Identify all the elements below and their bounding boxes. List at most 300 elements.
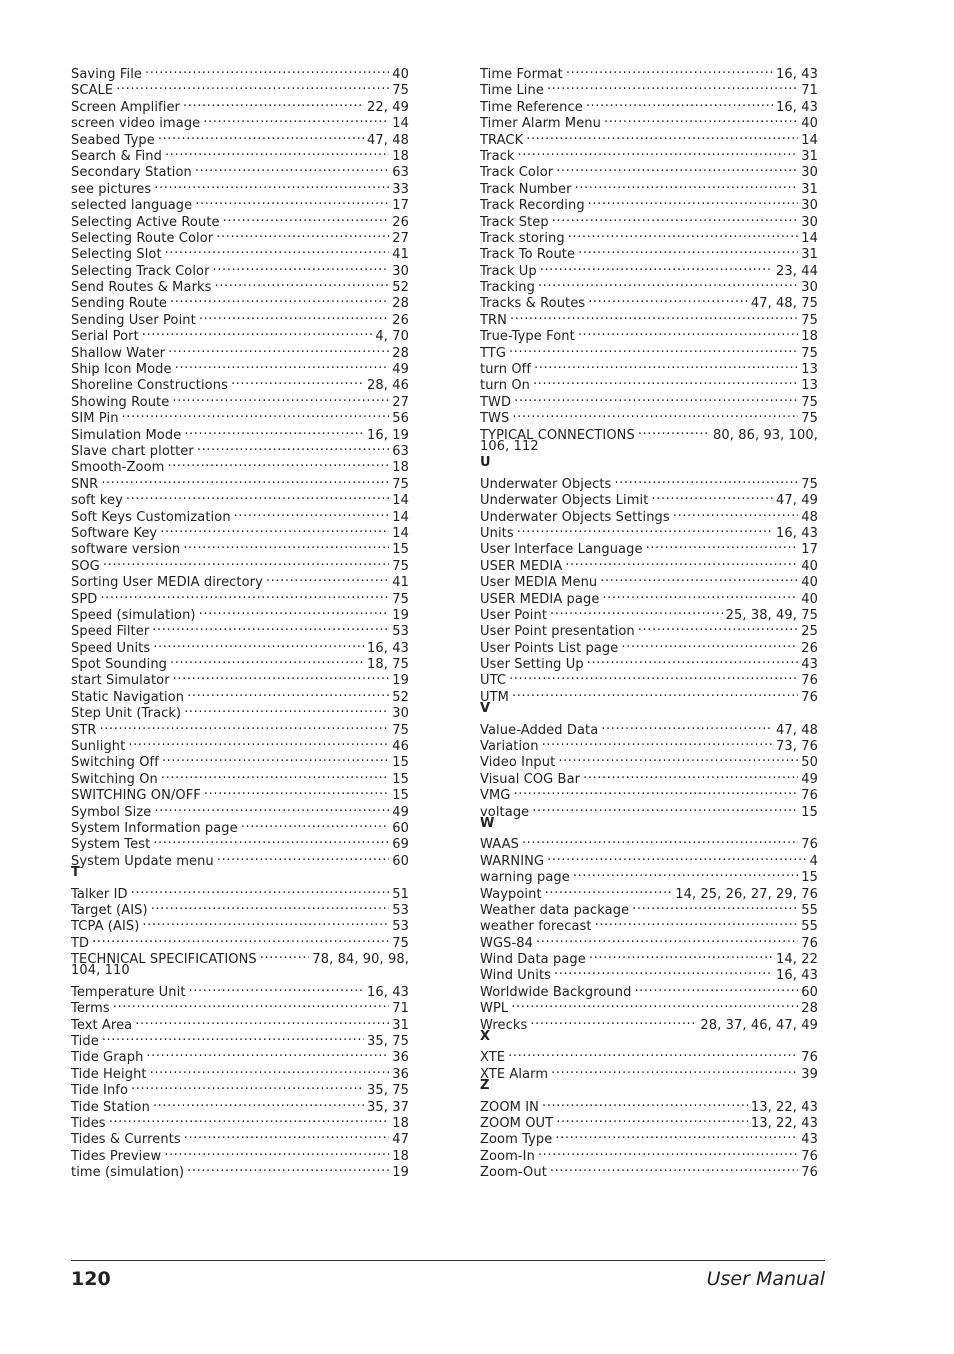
index-page-refs: 73, 76	[776, 739, 818, 755]
index-letter-heading: X	[480, 1029, 491, 1045]
index-term: Track Color	[480, 165, 554, 181]
index-term: Software Key	[71, 525, 158, 541]
index-letter-heading: W	[480, 815, 495, 831]
index-page-refs: 47, 48	[776, 722, 818, 738]
index-entry	[480, 832, 818, 853]
index-term: Symbol Size	[71, 804, 152, 820]
dot-leader	[533, 373, 798, 389]
index-entry	[71, 472, 409, 492]
index-page-refs: 27	[392, 230, 409, 246]
index-term: System Update menu	[71, 853, 214, 869]
index-term: Tracks & Routes	[480, 296, 586, 312]
index-term: Static Navigation	[71, 689, 185, 705]
dot-leader	[511, 996, 798, 1012]
index-page-refs: 25, 38, 49, 75	[725, 607, 818, 623]
index-term: Track Step	[480, 214, 549, 230]
index-entry	[71, 587, 409, 607]
index-term: TD	[71, 935, 90, 951]
index-page-refs: 76	[801, 935, 818, 951]
index-term: STR	[71, 722, 97, 738]
index-term: Zoom-In	[480, 1148, 535, 1164]
dot-leader	[102, 1029, 364, 1045]
index-term: Underwater Objects Settings	[480, 509, 670, 525]
dot-leader	[621, 636, 798, 652]
index-term: System Test	[71, 837, 151, 853]
index-page-refs: 30	[801, 280, 818, 296]
index-term: Text Area	[71, 1017, 133, 1033]
index-term: Tide	[71, 1034, 99, 1050]
index-entry	[480, 1062, 818, 1082]
index-page-refs: 40	[392, 67, 409, 82]
index-entry	[480, 668, 818, 689]
index-entry	[480, 308, 818, 328]
index-page-refs: 75	[392, 722, 409, 738]
dot-leader	[170, 652, 364, 668]
index-page-refs: 30	[392, 263, 409, 279]
index-page-refs: 26	[392, 312, 409, 328]
index-page-refs: 55	[801, 919, 818, 935]
index-entry	[480, 341, 818, 361]
dot-leader	[165, 242, 390, 258]
index-page-refs: 78, 84, 90, 98,	[312, 952, 409, 968]
dot-leader	[573, 865, 798, 881]
index-term: Sorting User MEDIA directory	[71, 575, 263, 591]
index-term: Worldwide Background	[480, 984, 632, 1000]
index-entry	[480, 62, 818, 82]
index-page-refs: 16, 43	[776, 67, 818, 82]
index-page-refs: 30	[801, 214, 818, 230]
dot-leader	[508, 1045, 798, 1061]
dot-leader	[552, 210, 799, 226]
index-page-refs: 75	[801, 476, 818, 492]
index-term: voltage	[480, 804, 530, 820]
dot-leader	[550, 1160, 798, 1176]
index-term: Video Input	[480, 755, 556, 771]
dot-leader	[513, 783, 798, 799]
index-page-refs: 49	[801, 771, 818, 787]
dot-leader	[646, 537, 799, 553]
dot-leader	[142, 324, 373, 340]
index-term: Screen Amplifier	[71, 99, 180, 115]
footer-divider	[71, 1260, 825, 1261]
index-term: Track Recording	[480, 198, 585, 214]
index-term: Seabed Type	[71, 132, 155, 148]
dot-leader	[568, 226, 799, 242]
dot-leader	[184, 423, 364, 439]
index-entry	[480, 390, 818, 410]
index-page-refs: 36	[392, 1050, 409, 1066]
dot-leader	[183, 95, 364, 111]
index-page-refs: 53	[392, 624, 409, 640]
dot-leader	[614, 472, 798, 488]
index-page-refs: 30	[801, 165, 818, 181]
dot-leader	[556, 1111, 748, 1127]
dot-leader	[153, 636, 364, 652]
index-term: Speed Filter	[71, 624, 150, 640]
index-page-refs: 76	[801, 788, 818, 804]
index-page-refs: 47, 48	[367, 132, 409, 148]
index-term: Track Number	[480, 181, 572, 197]
dot-leader	[164, 1144, 389, 1160]
index-term: TTG	[480, 345, 507, 361]
dot-leader	[204, 783, 389, 799]
index-entry	[71, 947, 409, 968]
index-term: TYPICAL CONNECTIONS	[480, 427, 635, 443]
index-term: Underwater Objects	[480, 476, 612, 492]
dot-leader	[512, 685, 798, 701]
dot-leader	[199, 308, 389, 324]
index-term: True-Type Font	[480, 329, 575, 345]
index-entry	[480, 357, 818, 378]
index-term: User Point	[480, 607, 548, 623]
dot-leader	[189, 980, 365, 996]
index-term: TRN	[480, 312, 507, 328]
index-term: time (simulation)	[71, 1165, 185, 1181]
dot-leader	[604, 111, 798, 127]
index-page-refs: 13	[801, 378, 818, 394]
index-term: turn On	[480, 378, 530, 394]
index-page-refs: 13, 22, 43	[750, 1099, 818, 1115]
dot-leader	[173, 668, 390, 684]
dot-leader	[183, 537, 389, 553]
dot-leader	[109, 1111, 390, 1127]
index-term: Serial Port	[71, 329, 139, 345]
index-entry	[71, 62, 409, 82]
index-page-refs: 75	[392, 935, 409, 951]
dot-leader	[187, 1160, 389, 1176]
index-page-refs: 19	[392, 1165, 409, 1181]
index-page-refs: 52	[392, 280, 409, 296]
dot-leader	[540, 259, 773, 275]
index-page-refs: 4	[809, 853, 818, 869]
index-entry	[480, 849, 818, 869]
index-entry	[71, 95, 409, 115]
dot-leader	[168, 341, 389, 357]
dot-leader	[153, 1095, 364, 1111]
index-term: TWD	[480, 394, 512, 410]
index-page-refs: 52	[392, 689, 409, 705]
dot-leader	[509, 668, 798, 684]
index-term: User Interface Language	[480, 542, 643, 558]
index-term: Temperature Unit	[71, 984, 186, 1000]
index-entry	[71, 423, 409, 443]
index-page-refs: 19	[392, 673, 409, 689]
index-page-refs: 80, 86, 93, 100,	[713, 427, 818, 443]
index-entry	[480, 685, 818, 705]
dot-leader	[158, 128, 364, 144]
dot-leader	[532, 800, 798, 816]
dot-leader	[199, 603, 390, 619]
index-entry	[480, 1013, 818, 1033]
index-page-refs: 75	[801, 394, 818, 410]
index-term: Wrecks	[480, 1017, 528, 1033]
index-term: Tides & Currents	[71, 1132, 181, 1148]
dot-leader	[595, 914, 799, 930]
index-page-refs: 19	[392, 607, 409, 623]
index-page-refs: 60	[801, 984, 818, 1000]
dot-leader	[632, 898, 798, 914]
index-term: SIM Pin	[71, 411, 119, 427]
index-term: XTE	[480, 1050, 506, 1066]
index-term: Zoom Type	[480, 1132, 553, 1148]
dot-leader	[518, 144, 799, 160]
index-term: Track Up	[480, 263, 537, 279]
index-entry	[71, 78, 409, 99]
index-term: UTC	[480, 673, 507, 689]
index-page-refs: 17	[801, 542, 818, 558]
index-term: ZOOM IN	[480, 1099, 539, 1115]
index-page-refs: 14	[392, 493, 409, 509]
index-page-refs: 43	[801, 657, 818, 673]
dot-leader	[231, 373, 364, 389]
index-page-refs: 18	[392, 1148, 409, 1164]
index-entry	[480, 1045, 818, 1066]
index-term: Variation	[480, 739, 539, 755]
index-term: Waypoint	[480, 886, 542, 902]
dot-leader	[578, 242, 798, 258]
index-entry	[480, 324, 818, 345]
index-page-refs: 14	[392, 525, 409, 541]
index-entry	[480, 144, 818, 164]
dot-leader	[260, 947, 310, 963]
index-entry	[71, 603, 409, 623]
index-term: Time Line	[480, 83, 544, 99]
index-page-refs: 47, 48, 75	[750, 296, 818, 312]
dot-leader	[103, 554, 389, 570]
index-entry	[71, 931, 409, 951]
index-letter-heading: T	[71, 865, 80, 881]
index-term: Simulation Mode	[71, 427, 182, 443]
index-letter-heading: V	[480, 701, 491, 717]
index-page-refs: 15	[801, 804, 818, 820]
dot-leader	[195, 193, 389, 209]
dot-leader	[509, 341, 798, 357]
index-page-refs: 47	[392, 1132, 409, 1148]
index-term: Track storing	[480, 230, 565, 246]
dot-leader	[583, 767, 798, 783]
dot-leader	[135, 1013, 389, 1029]
index-term: Tide Graph	[71, 1050, 144, 1066]
index-entry	[71, 718, 409, 738]
dot-leader	[175, 357, 390, 373]
index-term: WGS-84	[480, 935, 534, 951]
dot-leader	[223, 210, 390, 226]
dot-leader	[550, 603, 723, 619]
dot-leader	[234, 505, 390, 521]
index-page-refs: 35, 75	[367, 1034, 409, 1050]
index-letter-heading: U	[480, 455, 491, 471]
index-entry	[71, 734, 409, 755]
index-term: WAAS	[480, 837, 519, 853]
index-term: TWS	[480, 411, 510, 427]
index-term: Switching Off	[71, 755, 159, 771]
dot-leader	[152, 619, 389, 635]
index-page-refs: 15	[801, 870, 818, 886]
index-term: Zoom-Out	[480, 1165, 547, 1181]
index-page-refs: 33	[392, 181, 409, 197]
index-term: VMG	[480, 788, 511, 804]
dot-leader	[510, 308, 798, 324]
index-term: Talker ID	[71, 886, 128, 902]
index-page-refs: 76	[801, 837, 818, 853]
index-entry	[71, 1029, 409, 1050]
index-term: Secondary Station	[71, 165, 192, 181]
dot-leader	[545, 882, 673, 898]
index-page-refs: 16, 43	[776, 99, 818, 115]
index-term: Selecting Route Color	[71, 230, 214, 246]
index-page-refs: 76	[801, 1148, 818, 1164]
index-page-refs: 15	[392, 788, 409, 804]
dot-leader	[588, 193, 799, 209]
dot-leader	[651, 488, 773, 504]
index-page-refs: 30	[392, 706, 409, 722]
index-entry	[71, 1111, 409, 1131]
dot-leader	[542, 734, 773, 750]
index-page-refs: 28	[392, 296, 409, 312]
index-entry	[71, 570, 409, 591]
index-term: weather forecast	[480, 919, 592, 935]
index-page-refs-continued: 106, 112	[480, 438, 539, 454]
index-page-refs: 28, 46	[367, 378, 409, 394]
index-term: Tide Station	[71, 1099, 150, 1115]
index-term: USER MEDIA page	[480, 591, 600, 607]
dot-leader	[126, 488, 389, 504]
dot-leader	[131, 1078, 364, 1094]
index-term: Sunlight	[71, 739, 126, 755]
dot-leader	[128, 734, 389, 750]
index-page-refs: 48	[801, 509, 818, 525]
index-entry	[71, 882, 409, 902]
index-page-refs: 14, 25, 26, 27, 29, 76	[675, 886, 818, 902]
index-term: Search & Find	[71, 148, 162, 164]
index-page-refs: 17	[392, 198, 409, 214]
index-term: Ship Icon Mode	[71, 362, 172, 378]
index-term: Units	[480, 525, 514, 541]
dot-leader	[514, 390, 798, 406]
index-entry	[480, 521, 818, 541]
index-page-refs: 23, 44	[776, 263, 818, 279]
index-term: Speed (simulation)	[71, 607, 196, 623]
index-term: Shoreline Constructions	[71, 378, 228, 394]
index-page-refs: 31	[801, 181, 818, 197]
index-term: Tracking	[480, 280, 535, 296]
index-page-refs: 30	[801, 198, 818, 214]
index-entry	[71, 554, 409, 574]
index-entry	[480, 406, 818, 427]
index-page-refs: 50	[801, 755, 818, 771]
index-term: Tide Info	[71, 1083, 129, 1099]
index-page-refs: 18	[801, 329, 818, 345]
dot-leader	[578, 324, 798, 340]
index-term: screen video image	[71, 116, 201, 132]
index-page-refs: 16, 43	[367, 640, 409, 656]
dot-leader	[122, 406, 390, 422]
index-page-refs: 39	[801, 1066, 818, 1082]
dot-leader	[172, 390, 389, 406]
index-term: Slave chart plotter	[71, 443, 194, 459]
index-page-refs: 71	[392, 1001, 409, 1017]
dot-leader	[534, 357, 798, 373]
index-page-refs: 16, 43	[367, 984, 409, 1000]
manual-title: User Manual	[706, 1268, 825, 1290]
index-term: WPL	[480, 1001, 509, 1017]
index-term: Tide Height	[71, 1066, 147, 1082]
index-term: Tides	[71, 1116, 106, 1131]
index-page-refs: 43	[801, 1132, 818, 1148]
index-term: turn Off	[480, 362, 532, 378]
index-page-refs: 49	[392, 362, 409, 378]
dot-leader	[101, 472, 389, 488]
dot-leader	[154, 800, 389, 816]
dot-leader	[587, 652, 799, 668]
index-entry	[480, 996, 818, 1017]
dot-leader	[586, 95, 773, 111]
dot-leader	[184, 701, 389, 717]
index-page-refs: 56	[392, 411, 409, 427]
index-term: selected language	[71, 198, 193, 214]
dot-leader	[160, 521, 389, 537]
dot-leader	[131, 882, 390, 898]
index-page-refs: 31	[392, 1017, 409, 1033]
index-term: Value-Added Data	[480, 722, 599, 738]
dot-leader	[554, 963, 773, 979]
dot-leader	[547, 78, 798, 94]
index-page-refs: 16, 43	[776, 525, 818, 541]
index-term: Shallow Water	[71, 345, 166, 361]
index-page-refs: 76	[801, 689, 818, 705]
dot-leader	[161, 767, 389, 783]
dot-leader	[517, 521, 773, 537]
dot-leader	[538, 1144, 798, 1160]
index-term: Time Reference	[480, 99, 583, 115]
dot-leader	[542, 1095, 748, 1111]
index-page-refs: 28	[392, 345, 409, 361]
index-page-refs: 75	[392, 591, 409, 607]
index-page-refs: 40	[801, 558, 818, 574]
index-page-refs: 15	[392, 755, 409, 771]
index-page-refs-continued: 104, 110	[71, 963, 130, 979]
index-page-refs: 76	[801, 1050, 818, 1066]
dot-leader	[150, 1062, 390, 1078]
index-page-refs: 51	[392, 886, 409, 902]
index-page-refs: 31	[801, 148, 818, 164]
index-page-refs: 4, 70	[375, 329, 409, 345]
index-term: Tides Preview	[71, 1148, 162, 1164]
index-page-refs: 63	[392, 443, 409, 459]
index-term: SWITCHING ON/OFF	[71, 788, 201, 804]
index-page-refs: 14	[801, 230, 818, 246]
index-term: see pictures	[71, 181, 152, 197]
index-entry	[71, 488, 409, 509]
dot-leader	[565, 554, 798, 570]
dot-leader	[536, 931, 798, 947]
dot-leader	[512, 406, 798, 422]
index-term: Selecting Track Color	[71, 263, 210, 279]
index-term: software version	[71, 542, 181, 558]
index-term: Saving File	[71, 67, 143, 82]
dot-leader	[162, 750, 389, 766]
index-column-right	[480, 62, 818, 1181]
index-page-refs: 27	[392, 394, 409, 410]
dot-leader	[601, 718, 773, 734]
dot-leader	[145, 62, 389, 78]
index-entry	[71, 1045, 409, 1066]
index-page-refs: 41	[392, 575, 409, 591]
dot-leader	[167, 455, 389, 471]
dot-leader	[673, 505, 798, 521]
index-entry	[480, 160, 818, 181]
dot-leader	[575, 177, 799, 193]
